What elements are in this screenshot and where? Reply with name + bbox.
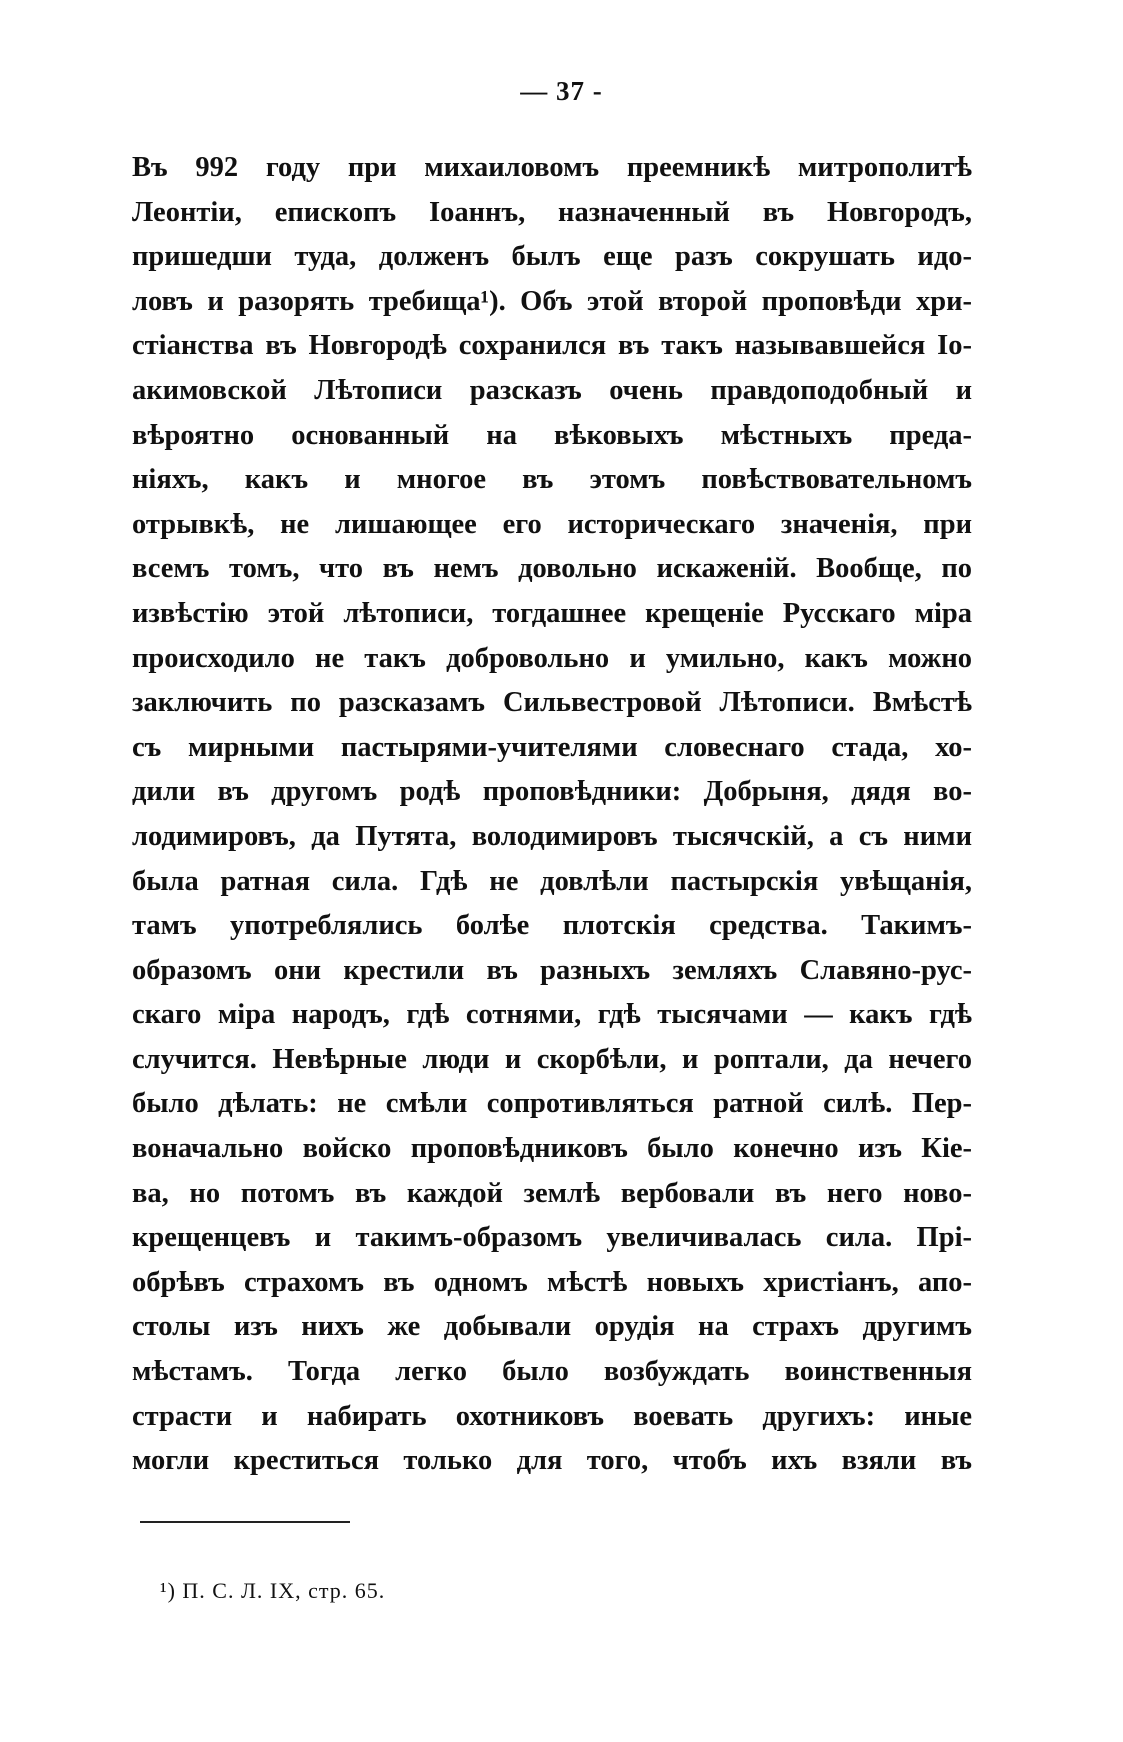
text-line: съ мирными пастырями-учителями словеснаго стада, хо-: [132, 731, 972, 763]
text-line: ловъ и разорять требища¹). Объ этой второй проповѣди хри-: [132, 285, 972, 317]
text-line: страсти и набирать охотниковъ воевать другихъ: иные: [132, 1400, 972, 1432]
text-line: ніяхъ, какъ и многое въ этомъ повѣствовательномъ: [132, 464, 972, 496]
text-line: было дѣлать: не смѣли сопротивляться ратной силѣ. Пер-: [132, 1088, 972, 1120]
text-line: дили въ другомъ родѣ проповѣдники: Добрыня, дядя во-: [132, 776, 972, 808]
page-number: — 37 -: [520, 76, 603, 106]
text-line: обрѣвъ страхомъ въ одномъ мѣстѣ новыхъ христіанъ, апо-: [132, 1266, 972, 1298]
text-line: заключить по разсказамъ Сильвестровой Лѣтописи. Вмѣстѣ: [132, 687, 972, 719]
text-line: ва, но потомъ въ каждой землѣ вербовали въ него ново-: [132, 1177, 972, 1209]
text-line: воначально войско проповѣдниковъ было конечно изъ Кіе-: [132, 1133, 972, 1165]
text-line: столы изъ нихъ же добывали орудія на страхъ другимъ: [132, 1311, 972, 1343]
text-line: Въ 992 году при михаиловомъ преемникѣ митрополитѣ: [132, 152, 972, 183]
text-line: крещенцевъ и такимъ-образомъ увеличивалась сила. Прі-: [132, 1222, 972, 1254]
text-line: была ратная сила. Гдѣ не довлѣли пастырскія увѣщанія,: [132, 865, 972, 897]
text-line: мѣстамъ. Тогда легко было возбуждать воинственныя: [132, 1356, 972, 1388]
text-line: стіанства въ Новгородѣ сохранился въ такъ называвшейся Іо-: [132, 330, 972, 362]
text-line: образомъ они крестили въ разныхъ земляхъ Славяно-рус-: [132, 954, 972, 986]
text-line: тамъ употреблялись болѣе плотскія средства. Такимъ-: [132, 910, 972, 942]
footnote: ¹) П. С. Л. IX, стр. 65.: [160, 1578, 386, 1603]
text-line: Леонтіи, епископъ Іоаннъ, назначенный въ Новгородъ,: [132, 196, 972, 228]
text-line: лодимировъ, да Путята, володимировъ тысячскій, а съ ними: [132, 820, 972, 852]
main-text: [132, 146, 972, 1484]
text-line: происходило не такъ добровольно и умильно, какъ можно: [132, 642, 972, 674]
footnote-divider: [140, 1521, 350, 1523]
text-line: скаго міра народъ, гдѣ сотнями, гдѣ тысячами — какъ гдѣ: [132, 999, 972, 1031]
text-line: акимовской Лѣтописи разсказъ очень правдоподобный и: [132, 374, 972, 406]
text-line: отрывкѣ, не лишающее его историческаго значенія, при: [132, 508, 972, 540]
text-line: пришедши туда, долженъ былъ еще разъ сокрушать идо-: [132, 241, 972, 273]
text-line: извѣстію этой лѣтописи, тогдашнее крещеніе Русскаго міра: [132, 597, 972, 629]
text-line: вѣроятно основанный на вѣковыхъ мѣстныхъ преда-: [132, 419, 972, 451]
text-line: могли креститься только для того, чтобъ ихъ взяли въ: [132, 1445, 972, 1477]
text-line: случится. Невѣрные люди и скорбѣли, и роптали, да нечего: [132, 1043, 972, 1075]
text-line: всемъ томъ, что въ немъ довольно искаженій. Вообще, по: [132, 553, 972, 585]
